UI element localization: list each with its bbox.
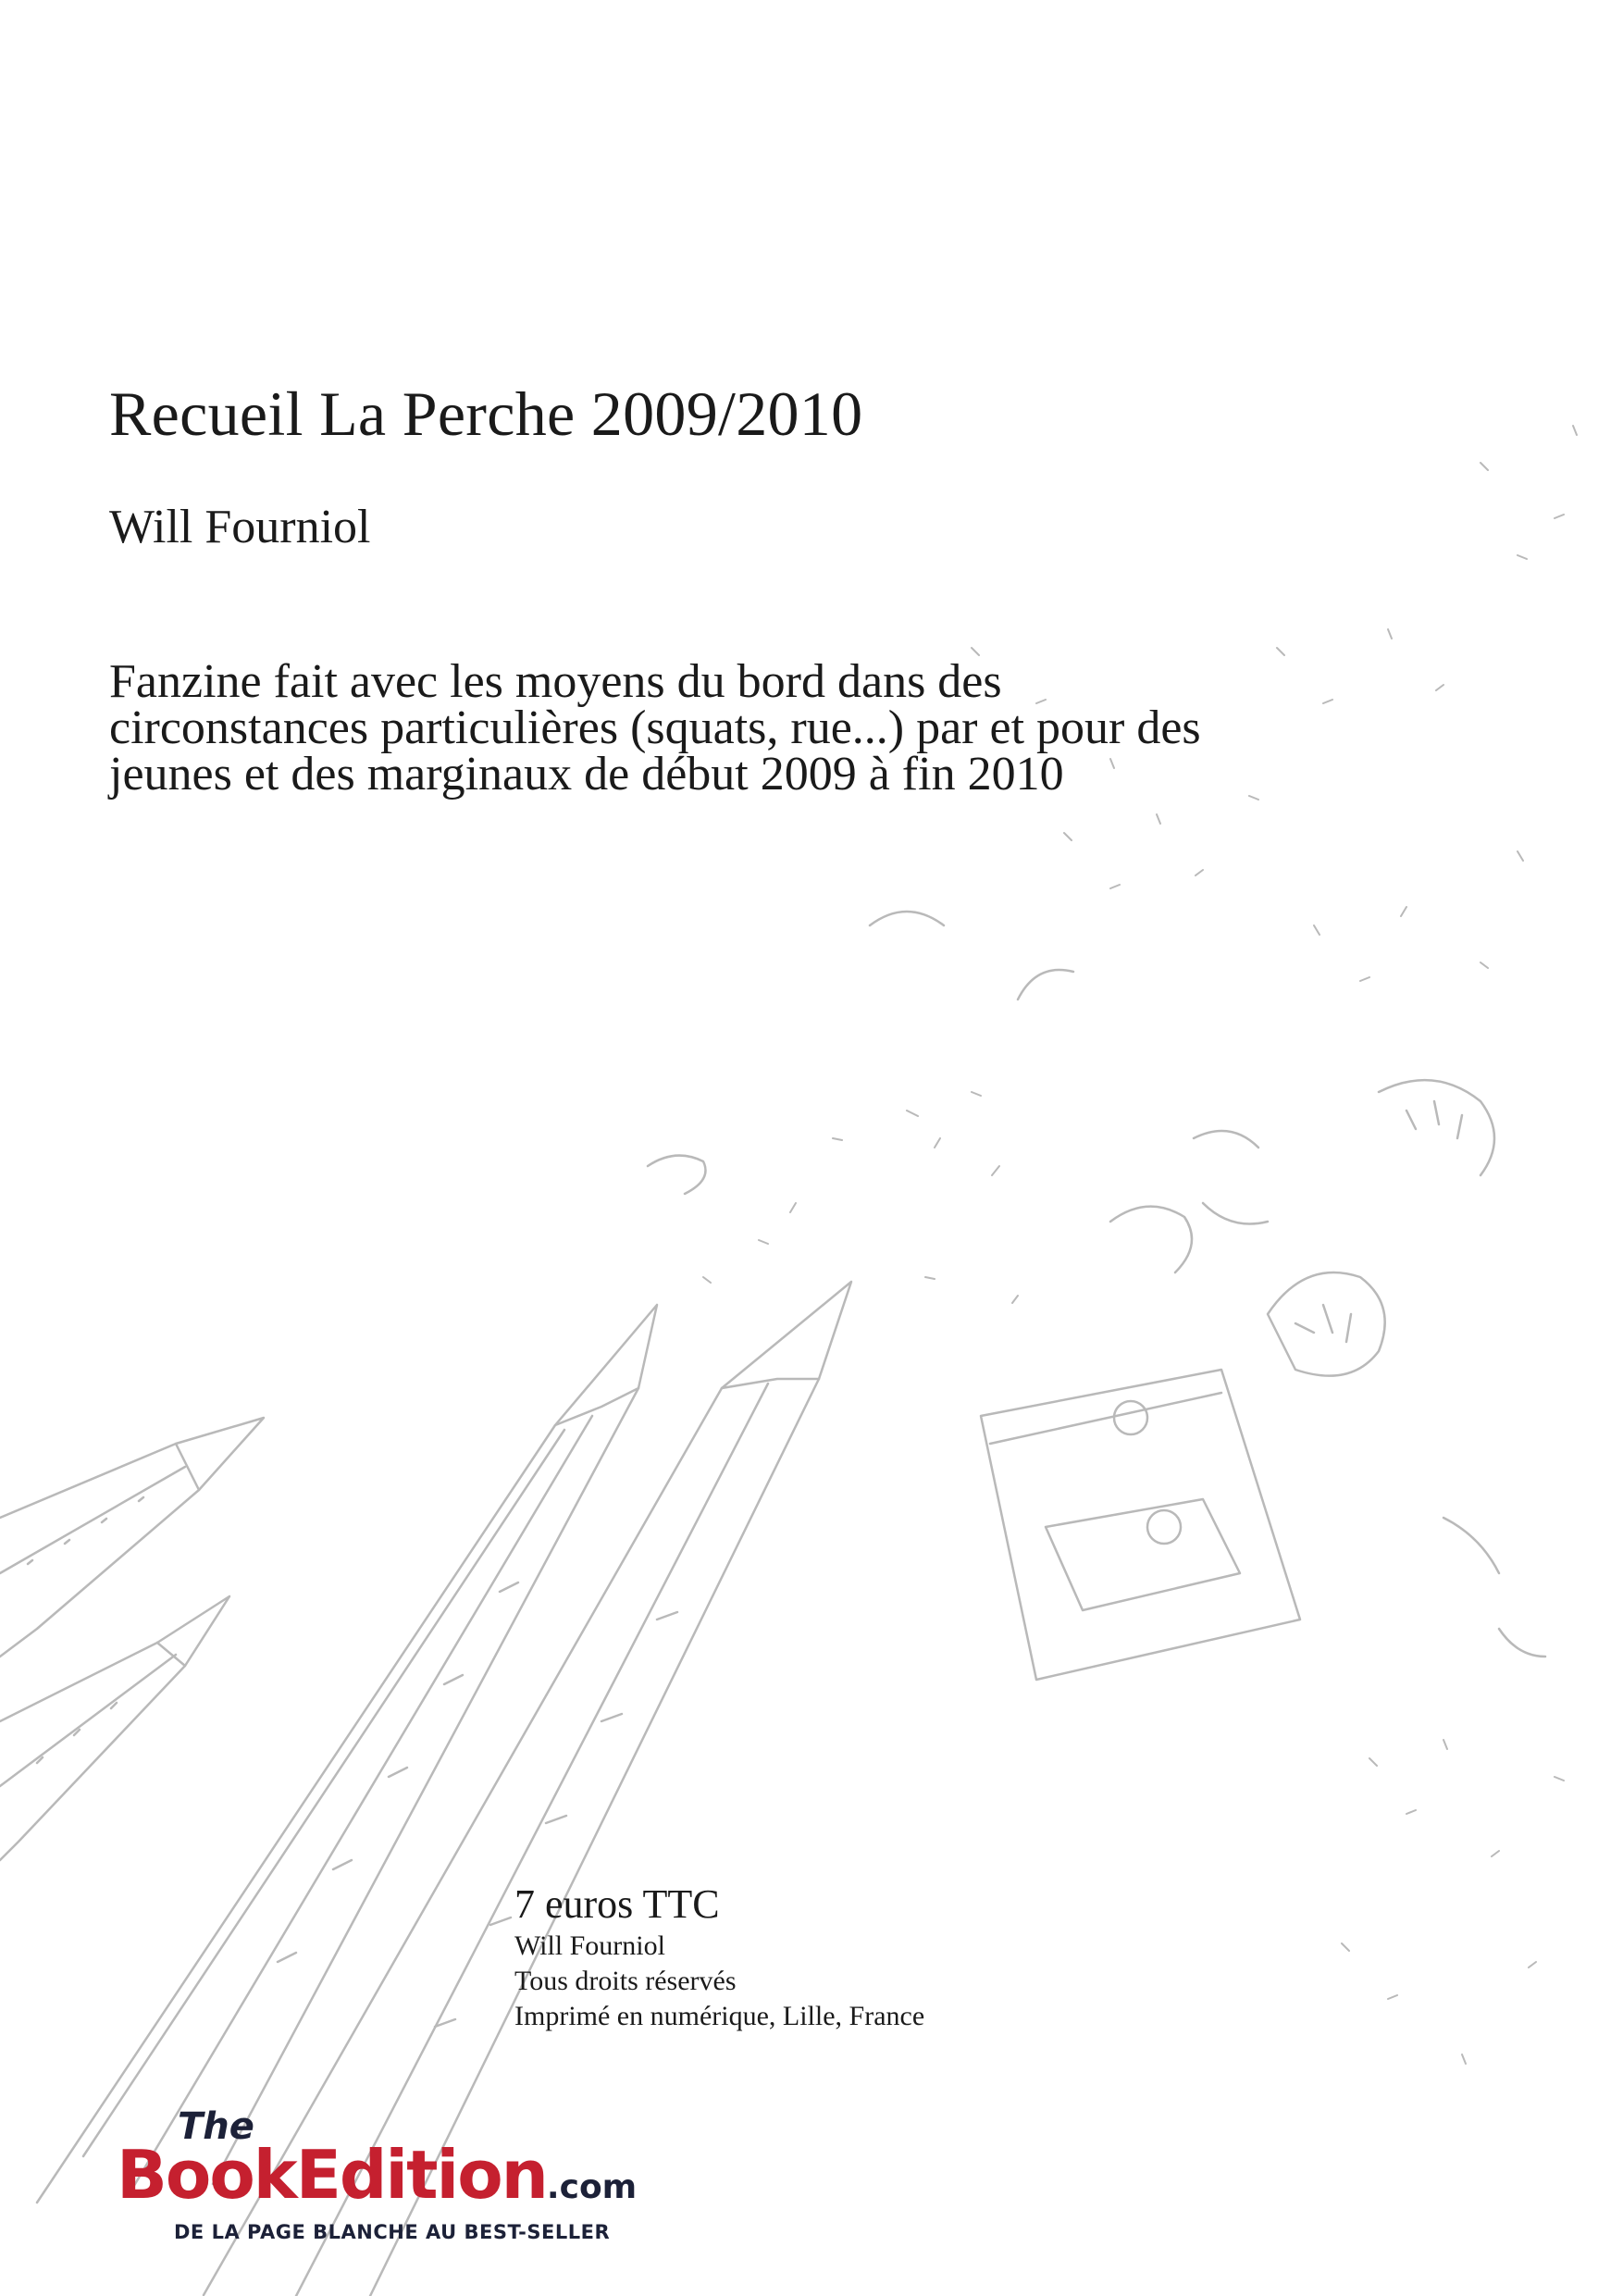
pencil-icon — [0, 1418, 264, 1657]
price: 7 euros TTC — [514, 1881, 720, 1927]
book-author: Will Fourniol — [109, 501, 371, 553]
publisher-logo — [117, 2105, 672, 2256]
logo-the: The — [178, 2105, 254, 2148]
book-title: Recueil La Perche 2009/2010 — [109, 379, 863, 449]
pencil-icon — [0, 1596, 229, 1860]
logo-wordmark — [117, 2136, 637, 2227]
book-description: Fanzine fait avec les moyens du bord dans des circonstances particulières (squats, rue...) par et pour des jeunes et des marginaux de début 2009 à fin 2010 — [109, 655, 1201, 800]
logo-name: BookEdition — [117, 2136, 547, 2214]
colophon — [514, 1880, 924, 2034]
rights-notice: Tous droits réservés — [514, 1966, 737, 1996]
pencil-icon — [37, 1305, 657, 2203]
pencil-sharpener-icon — [981, 1370, 1300, 1680]
pencil-shavings-icon — [648, 912, 1545, 1657]
logo-tagline: DE LA PAGE BLANCHE AU BEST-SELLER — [174, 2221, 611, 2243]
colophon-author: Will Fourniol — [514, 1930, 665, 1961]
print-notice: Imprimé en numérique, Lille, France — [514, 2001, 925, 2031]
logo-domain: .com — [546, 2168, 638, 2206]
